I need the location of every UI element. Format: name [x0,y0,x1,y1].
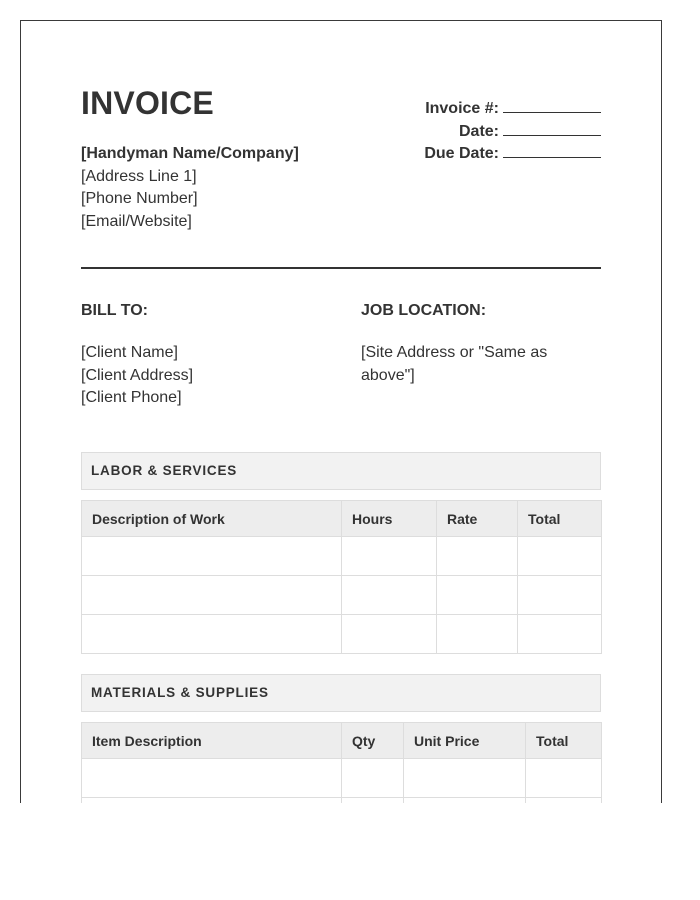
materials-total-cell[interactable] [526,759,602,798]
labor-col-description: Description of Work [82,501,342,537]
labor-rate-cell[interactable] [437,615,518,654]
materials-header-row [82,723,602,759]
table-row [82,537,602,576]
materials-col-item: Item Description [82,723,342,759]
due-date-label: Due Date: [424,145,499,162]
labor-col-rate: Rate [437,501,518,537]
materials-section-title: MATERIALS & SUPPLIES [91,685,269,700]
client-address: [Client Address] [81,366,194,384]
materials-col-total: Total [526,723,602,759]
due-date-row [424,143,601,166]
labor-description-cell[interactable] [82,576,342,615]
materials-item-cell[interactable] [82,798,342,804]
bill-to-heading: BILL TO: [81,302,148,319]
invoice-meta [424,98,601,166]
labor-total-cell[interactable] [518,537,602,576]
labor-description-cell[interactable] [82,537,342,576]
labor-hours-cell[interactable] [342,615,437,654]
labor-section-title: LABOR & SERVICES [91,463,238,478]
labor-section-header [81,452,601,490]
client-phone: [Client Phone] [81,389,182,406]
materials-unit-price-cell[interactable] [404,759,526,798]
date-field[interactable] [503,121,601,136]
job-location-section [361,300,601,387]
table-row [82,759,602,798]
materials-col-qty: Qty [342,723,404,759]
job-location-heading: JOB LOCATION: [361,302,487,319]
due-date-field[interactable] [503,143,601,158]
labor-hours-cell[interactable] [342,576,437,615]
company-name: [Handyman Name/Company] [81,145,299,162]
labor-hours-cell[interactable] [342,537,437,576]
labor-rate-cell[interactable] [437,576,518,615]
invoice-title: INVOICE [81,85,214,121]
materials-section-header [81,674,601,712]
materials-item-cell[interactable] [82,759,342,798]
date-label: Date: [458,122,499,140]
invoice-number-row [424,98,601,121]
invoice-number-field[interactable] [503,98,601,113]
labor-table [81,500,602,654]
labor-col-total: Total [518,501,602,537]
labor-rate-cell[interactable] [437,537,518,576]
bill-to-lines [81,342,341,410]
labor-header-row [82,501,602,537]
company-info [81,143,299,233]
bill-to-section [81,300,341,410]
labor-total-cell[interactable] [518,615,602,654]
job-site-address: [Site Address or "Same as above"] [361,344,548,384]
materials-qty-cell[interactable] [342,759,404,798]
client-name: [Client Name] [81,344,178,361]
date-row [424,121,601,144]
company-email: [Email/Website] [81,212,192,230]
company-address: [Address Line 1] [81,167,197,185]
materials-unit-price-cell[interactable] [404,798,526,804]
header-divider [81,267,601,269]
labor-total-cell[interactable] [518,576,602,615]
table-row [82,615,602,654]
invoice-page [20,20,662,803]
table-row [82,576,602,615]
company-phone: [Phone Number] [81,190,198,207]
materials-qty-cell[interactable] [342,798,404,804]
materials-col-unit-price: Unit Price [404,723,526,759]
table-row [82,798,602,804]
labor-description-cell[interactable] [82,615,342,654]
materials-total-cell[interactable] [526,798,602,804]
labor-col-hours: Hours [342,501,437,537]
materials-table [81,722,602,803]
invoice-number-label: Invoice #: [425,100,499,117]
